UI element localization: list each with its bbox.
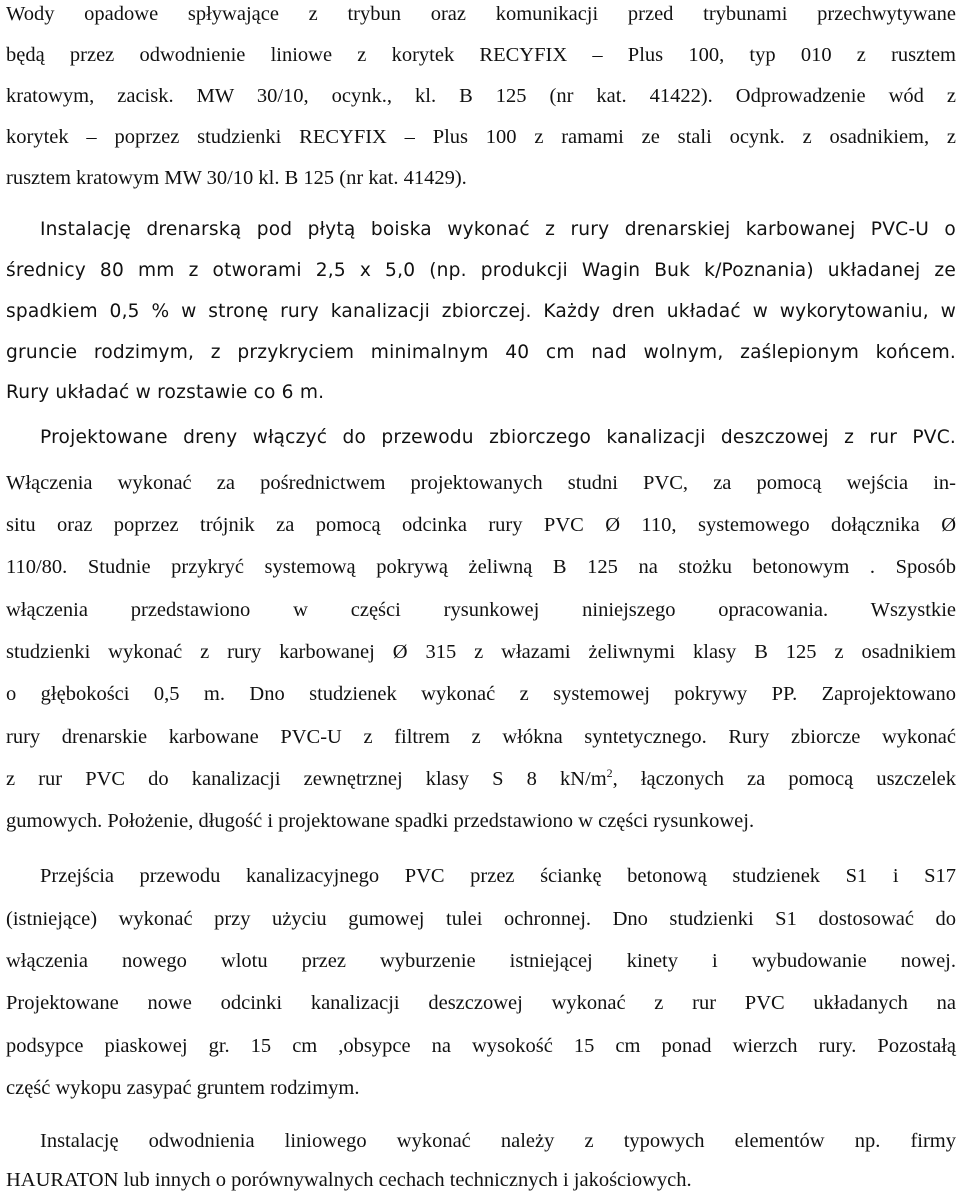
text-span: z rur PVC do kanalizacji zewnętrznej klasy S 8 kN/m: [6, 768, 607, 790]
text-line: średnicy 80 mm z otworami 2,5 x 5,0 (np. produkcji Wagin Buk k/Poznania) układanej ze: [6, 260, 956, 281]
text-line: Projektowane nowe odcinki kanalizacji deszczowej wykonać z rur PVC układanych na: [6, 992, 956, 1014]
text-line: podsypce piaskowej gr. 15 cm ,obsypce na wysokość 15 cm ponad wierzch rury. Pozostałą: [6, 1035, 956, 1057]
text-line: spadkiem 0,5 % w stronę rury kanalizacji zbiorczej. Każdy dren układać w wykorytowaniu, w: [6, 301, 956, 322]
text-line: Przejścia przewodu kanalizacyjnego PVC przez ściankę betonową studzienek S1 i S17: [40, 865, 956, 887]
text-line: Instalację odwodnienia liniowego wykonać należy z typowych elementów np. firmy: [40, 1130, 956, 1152]
text-line: korytek – poprzez studzienki RECYFIX – Plus 100 z ramami ze stali ocynk. z osadnikiem, z: [6, 126, 956, 148]
text-line: włączenia przedstawiono w części rysunkowej niniejszego opracowania. Wszystkie: [6, 599, 956, 621]
text-line: kratowym, zacisk. MW 30/10, ocynk., kl. B 125 (nr kat. 41422). Odprowadzenie wód z: [6, 85, 956, 107]
text-line: 110/80. Studnie przykryć systemową pokrywą żeliwną B 125 na stożku betonowym . Sposób: [6, 556, 956, 578]
superscript: 2: [606, 766, 613, 780]
text-line: rury drenarskie karbowane PVC-U z filtrem z włókna syntetycznego. Rury zbiorcze wykonać: [6, 726, 956, 748]
text-line: Instalację drenarską pod płytą boiska wykonać z rury drenarskiej karbowanej PVC-U o: [40, 219, 956, 240]
text-line: gumowych. Położenie, długość i projektowane spadki przedstawiono w części rysunkowej.: [6, 810, 755, 832]
text-line: Rury układać w rozstawie co 6 m.: [6, 382, 325, 403]
text-line: Włączenia wykonać za pośrednictwem projektowanych studni PVC, za pomocą wejścia in-: [6, 472, 956, 494]
text-line: gruncie rodzimym, z przykryciem minimalnym 40 cm nad wolnym, zaślepionym końcem.: [6, 342, 956, 363]
text-line: będą przez odwodnienie liniowe z korytek RECYFIX – Plus 100, typ 010 z rusztem: [6, 44, 956, 66]
text-line: (istniejące) wykonać przy użyciu gumowej tulei ochronnej. Dno studzienki S1 dostosować do: [6, 908, 956, 930]
text-line: HAURATON lub innych o porównywalnych cechach technicznych i jakościowych.: [6, 1169, 692, 1191]
text-line: [6, 759, 956, 799]
text-span: , łączonych za pomocą uszczelek: [612, 768, 956, 790]
text-line: Wody opadowe spływające z trybun oraz komunikacji przed trybunami przechwytywane: [6, 3, 956, 25]
text-line: o głębokości 0,5 m. Dno studzienek wykonać z systemowej pokrywy PP. Zaprojektowano: [6, 683, 956, 705]
text-line: situ oraz poprzez trójnik za pomocą odcinka rury PVC Ø 110, systemowego dołącznika Ø: [6, 514, 956, 536]
text-line: rusztem kratowym MW 30/10 kl. B 125 (nr kat. 41429).: [6, 167, 467, 189]
text-line: część wykopu zasypać gruntem rodzimym.: [6, 1077, 360, 1099]
text-line: Projektowane dreny włączyć do przewodu zbiorczego kanalizacji deszczowej z rur PVC.: [40, 427, 956, 448]
text-line: studzienki wykonać z rury karbowanej Ø 315 z włazami żeliwnymi klasy B 125 z osadnikiem: [6, 641, 956, 663]
text-line: włączenia nowego wlotu przez wyburzenie istniejącej kinety i wybudowanie nowej.: [6, 950, 956, 972]
